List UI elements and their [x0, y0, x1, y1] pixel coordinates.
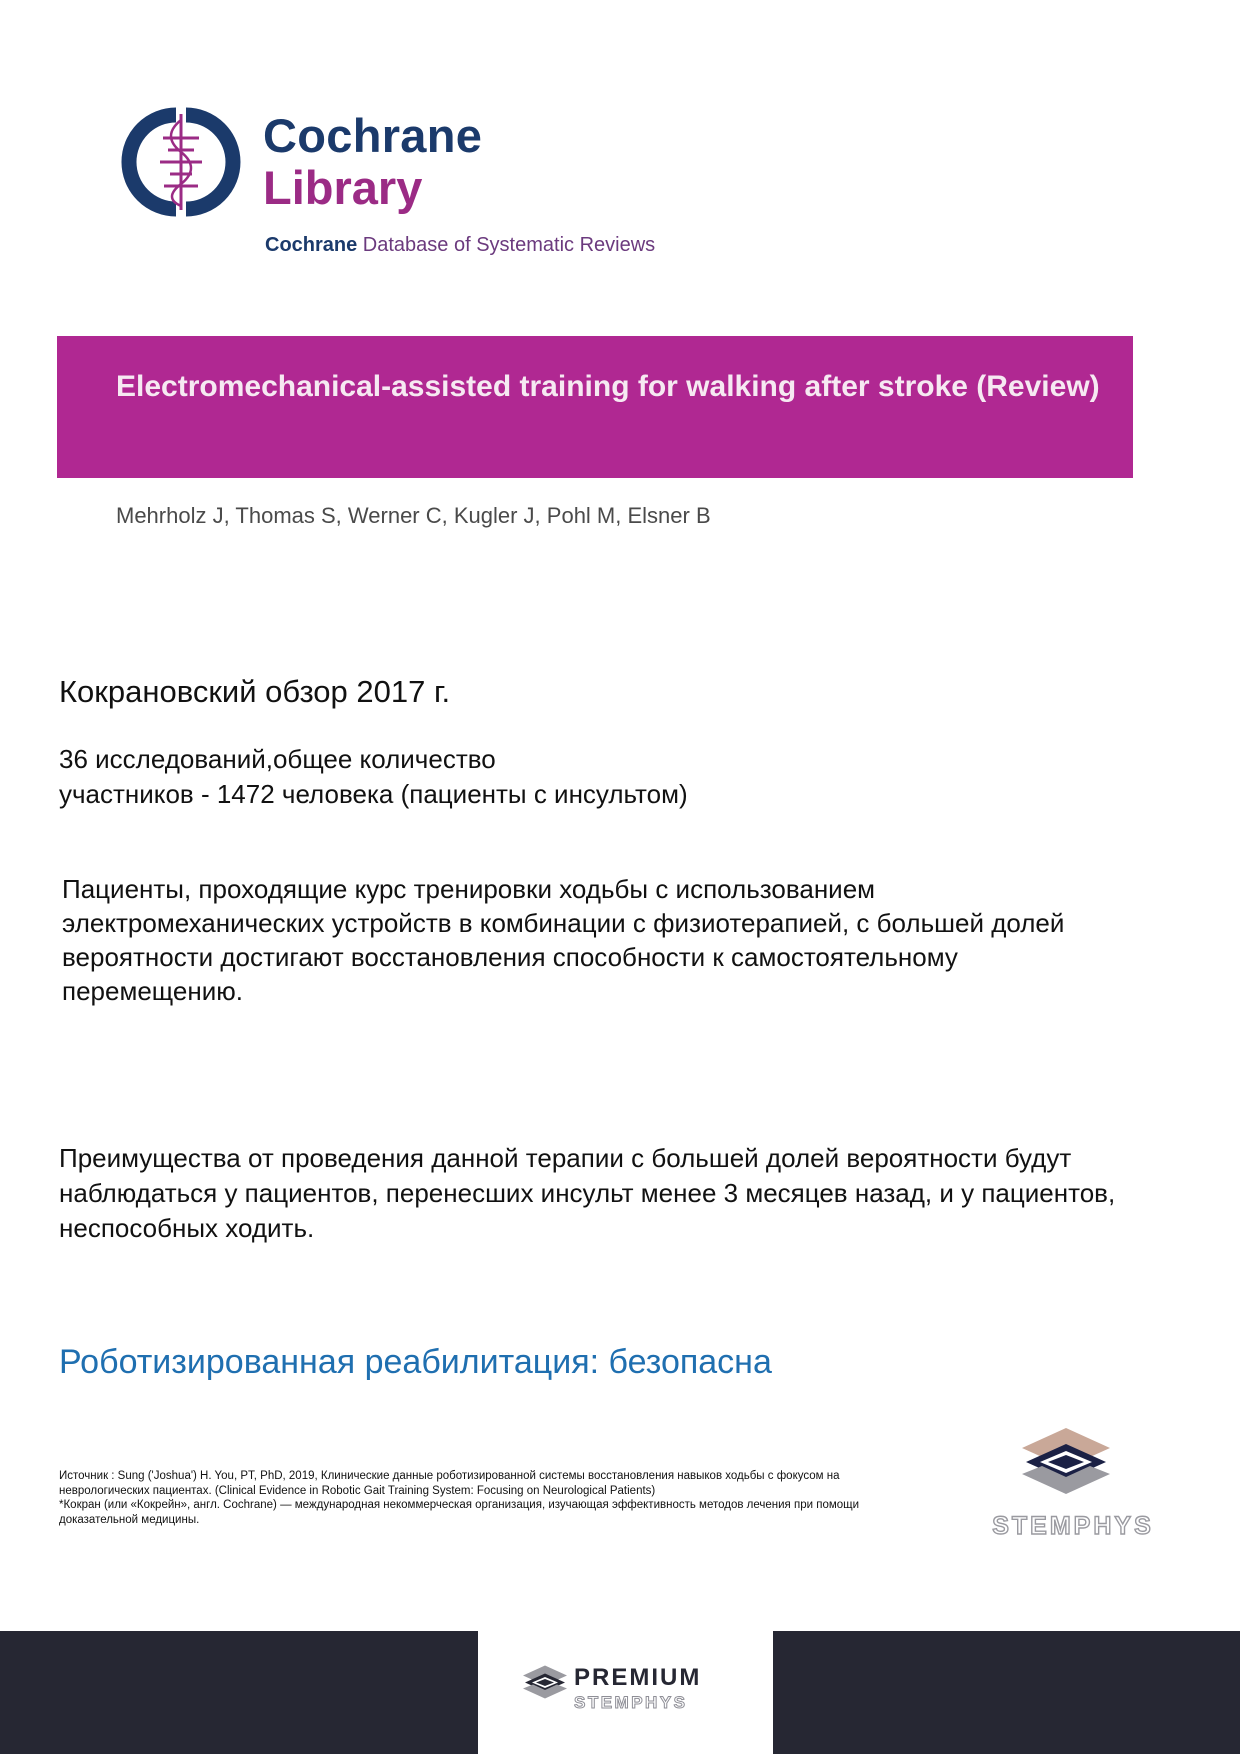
premium-stemphys-logo-icon [521, 1664, 569, 1708]
footer-brand-premium: PREMIUM [574, 1664, 702, 1691]
footer-dark-block-right [773, 1631, 1240, 1754]
studies-line-2: участников - 1472 человека (пациенты с инсультом) [59, 779, 688, 809]
logo-word-library: Library [263, 161, 423, 214]
studies-summary [59, 742, 1019, 812]
logo-subtitle [265, 235, 655, 255]
conclusion-heading: Роботизированная реабилитация: безопасна [59, 1343, 772, 1381]
studies-line-1: 36 исследований,общее количество [59, 744, 496, 774]
footer-dark-block-left [0, 1631, 478, 1754]
cochrane-logo-icon [118, 106, 244, 218]
footer-brand-stemphys [574, 1692, 724, 1712]
finding-paragraph-2: Преимущества от проведения данной терапии с большей долей вероятности будут наблюдаться у пациентов, перенесших инсульт менее 3 месяцев назад, и у пациентов, неспособных ходить. [59, 1143, 1116, 1243]
stemphys-logo-icon [1018, 1426, 1114, 1512]
review-heading: Кокрановский обзор 2017 г. [59, 674, 451, 709]
footnote-source: Источник : Sung ('Joshua') H. You, PT, PhD, 2019, Клинические данные роботизированной системы восстановления навыков ходьбы с фокусом на неврологических пациентах. (Clinical Evidence in Robotic Gait Training System: Focusing on Neurological Patients) [59, 1470, 840, 1497]
footer-brand-stemphys-text: STEMPHYS [574, 1693, 688, 1712]
stemphys-wordmark [970, 1510, 1176, 1540]
review-title: Electromechanical-assisted training for walking after stroke (Review) [116, 370, 1100, 403]
logo-subtitle-bold: Cochrane [265, 234, 358, 256]
finding-paragraph-1: Пациенты, проходящие курс тренировки ходьбы с использованием электромеханических устройств в комбинации с физиотерапией, с большей долей вероятности достигают восстановления способности к самостоятельному перемещению. [62, 874, 1065, 1006]
footnote-cochrane: *Кокран (или «Кокрейн», англ. Cochrane) — международная некоммерческая организация, изучающая эффективность методов лечения при помощи доказательной медицины. [59, 1499, 860, 1526]
review-authors: Mehrholz J, Thomas S, Werner C, Kugler J, Pohl M, Elsner B [116, 503, 711, 528]
logo-subtitle-rest: Database of Systematic Reviews [357, 234, 656, 256]
review-banner [57, 336, 1133, 478]
footnotes [59, 1469, 899, 1527]
logo-word-cochrane: Cochrane [263, 109, 483, 162]
stemphys-wordmark-text: STEMPHYS [992, 1512, 1154, 1540]
